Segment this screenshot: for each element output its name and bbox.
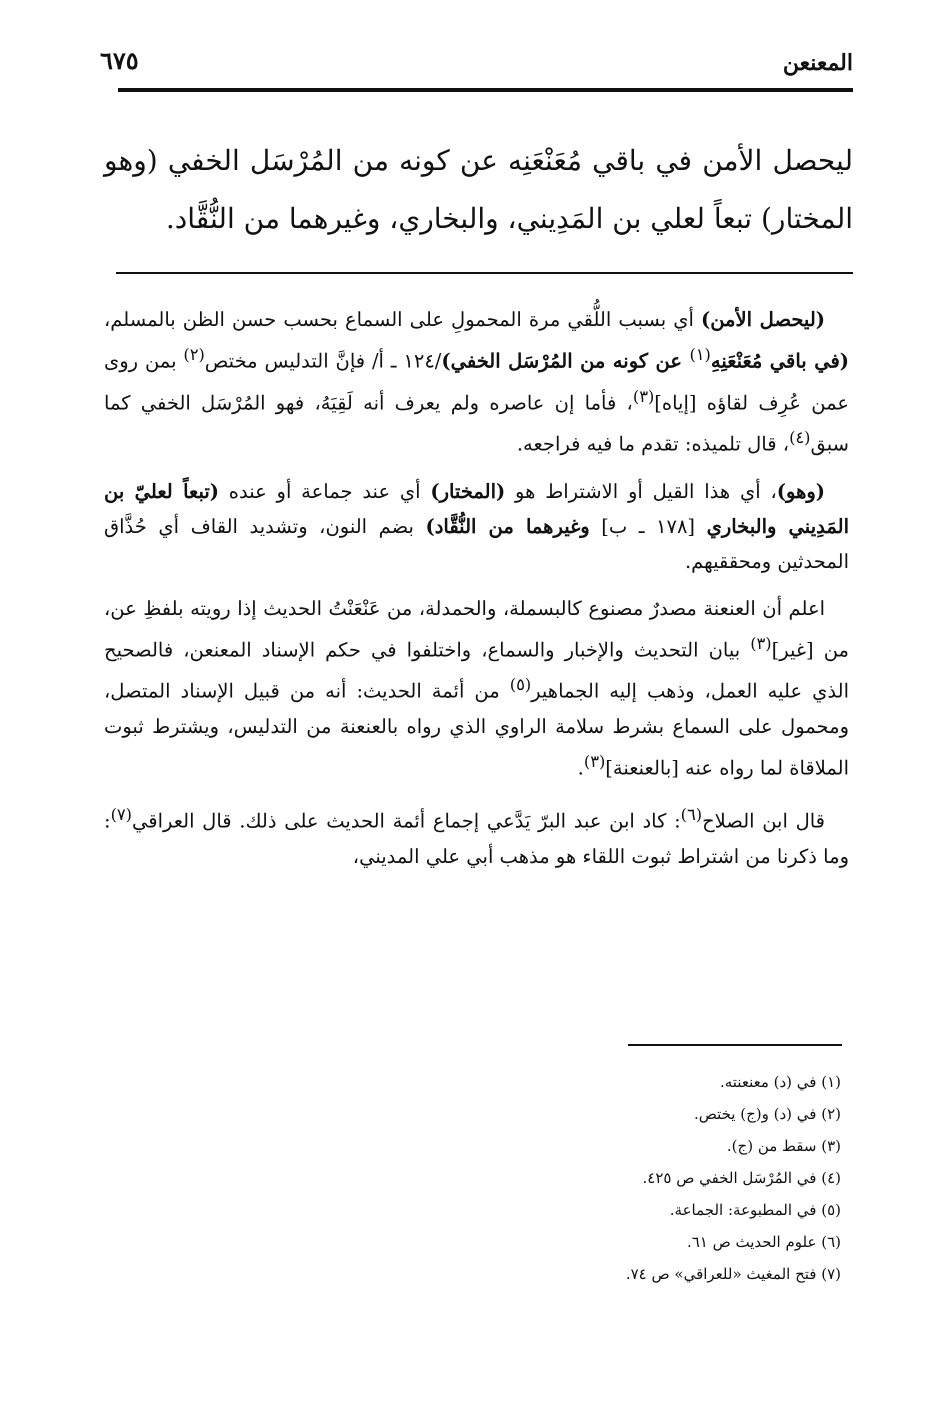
paragraph-text: بضم النون، وتشديد القاف أي حُذَّاق المحدثين ومحققيهم. <box>104 514 849 573</box>
footnote-ref[interactable]: (٤) <box>789 428 811 447</box>
paragraph-text: /١٢٤ ـ أ/ فإنَّ التدليس مختص <box>204 349 442 373</box>
bold-quote: (المختار) <box>430 479 506 503</box>
paragraph-text: : كاد ابن عبد البرّ يَدَّعي إجماع أئمة الحديث على ذلك. قال العراقي <box>132 809 681 833</box>
footnote-ref[interactable]: (٣) <box>750 633 772 653</box>
footnote-item: (٢) في (د) و(ج) يختص. <box>693 1105 841 1123</box>
footnote-item: (٤) في المُرْسَل الخفي ص ٤٢٥. <box>642 1169 841 1187</box>
footnote-item: (٦) علوم الحديث ص ٦١. <box>686 1233 841 1251</box>
footnote-item: (٣) سقط من (ج). <box>726 1137 841 1155</box>
page-number: ٦٧٥ <box>100 46 139 75</box>
section-divider <box>116 272 853 274</box>
footnote-item: (٧) فتح المغيث «للعراقي» ص ٧٤. <box>625 1265 841 1283</box>
footnotes <box>300 1066 841 1290</box>
bold-quote: (في باقي مُعَنْعَنِهِ <box>710 349 849 373</box>
bold-quote: (تبعاً لعليّ بن المَدِيني والبخاري <box>104 479 849 538</box>
main-text <box>104 132 853 248</box>
main-text-line: المختار) تبعاً لعلي بن المَدِيني، والبخاري، وغيرهما من النُّقَّاد. <box>165 202 853 235</box>
chapter-title: المعنعن <box>782 50 853 76</box>
footnote-ref[interactable]: (٥) <box>509 675 532 694</box>
paragraph-text: ، فأما إن عاصره ولم يعرف أنه لَقِيَهُ، فهو المُرْسَل الخفي كما سبق <box>104 391 849 456</box>
paragraph-text: أي بسبب اللُّقي مرة المحمولِ على السماع بحسب حسن الظن بالمسلم، <box>104 308 701 331</box>
footnote-ref[interactable]: (٢) <box>183 345 205 364</box>
footnote-ref[interactable]: (٣) <box>583 751 606 771</box>
footnote-ref[interactable]: (٧) <box>110 805 132 824</box>
commentary-paragraph <box>104 591 849 786</box>
bold-quote: عن كونه من المُرْسَل الخفي) <box>441 349 690 373</box>
paragraph-text: قال ابن الصلاح <box>702 809 825 833</box>
paragraph-text: . <box>577 756 584 779</box>
header-rule <box>118 88 853 92</box>
footnote-rule <box>628 1044 842 1046</box>
footnote-ref[interactable]: (١) <box>689 345 711 364</box>
commentary-paragraph <box>104 302 849 462</box>
commentary-paragraph <box>104 797 849 874</box>
paragraph-text: من أئمة الحديث: أنه من قبيل الإسناد المتصل، ومحمول على السماع بشرط سلامة الراوي الذي رواه بالعنعنة من التدليس، ويشترط ثبوت الملاقاة لما رواه عنه [بالعنعنة] <box>104 679 849 779</box>
paragraph-text: ، قال تلميذه: تقدم ما فيه فراجعه. <box>516 432 790 456</box>
footnote-item: (٥) في المطبوعة: الجماعة. <box>669 1201 841 1219</box>
paragraph-text: بمن روى عمن عُرِف لقاؤه [إياه] <box>104 349 849 414</box>
paragraph-text: [١٧٨ ـ ب] <box>589 514 707 538</box>
paragraph-text: أي عند جماعة أو عنده <box>218 479 431 503</box>
bold-quote: (ليحصل الأمن) <box>700 308 825 331</box>
commentary <box>104 302 849 886</box>
paragraph-text: ، أي هذا القيل أو الاشتراط هو <box>505 479 777 503</box>
running-header <box>100 44 853 88</box>
footnote-item: (١) في (د) معنعنته. <box>719 1073 841 1091</box>
paragraph-text: اعلم أن العنعنة مصدرٌ مصنوع كالبسملة، والحمدلة، من عَنْعَنْتُ الحديث إذا رويته بلفظِ عن، من [غير] <box>104 596 849 661</box>
main-text-line: ليحصل الأمن في باقي مُعَنْعَنِه عن كونه من المُرْسَل الخفي (وهو <box>104 144 853 177</box>
bold-quote: وغيرهما من النُّقَّاد) <box>425 514 590 538</box>
paragraph-text: : وما ذكرنا من اشتراط ثبوت اللقاء هو مذهب أبي علي المديني، <box>104 809 849 868</box>
commentary-paragraph <box>104 474 849 579</box>
paragraph-text: بيان التحديث والإخبار والسماع، واختلفوا في حكم الإسناد المعنعن، فالصحيح الذي عليه العمل، وذهب إليه الجماهير <box>104 638 849 703</box>
footnote-ref[interactable]: (٣) <box>632 386 655 406</box>
bold-quote: (وهو) <box>776 479 825 503</box>
footnote-ref[interactable]: (٦) <box>680 805 703 824</box>
